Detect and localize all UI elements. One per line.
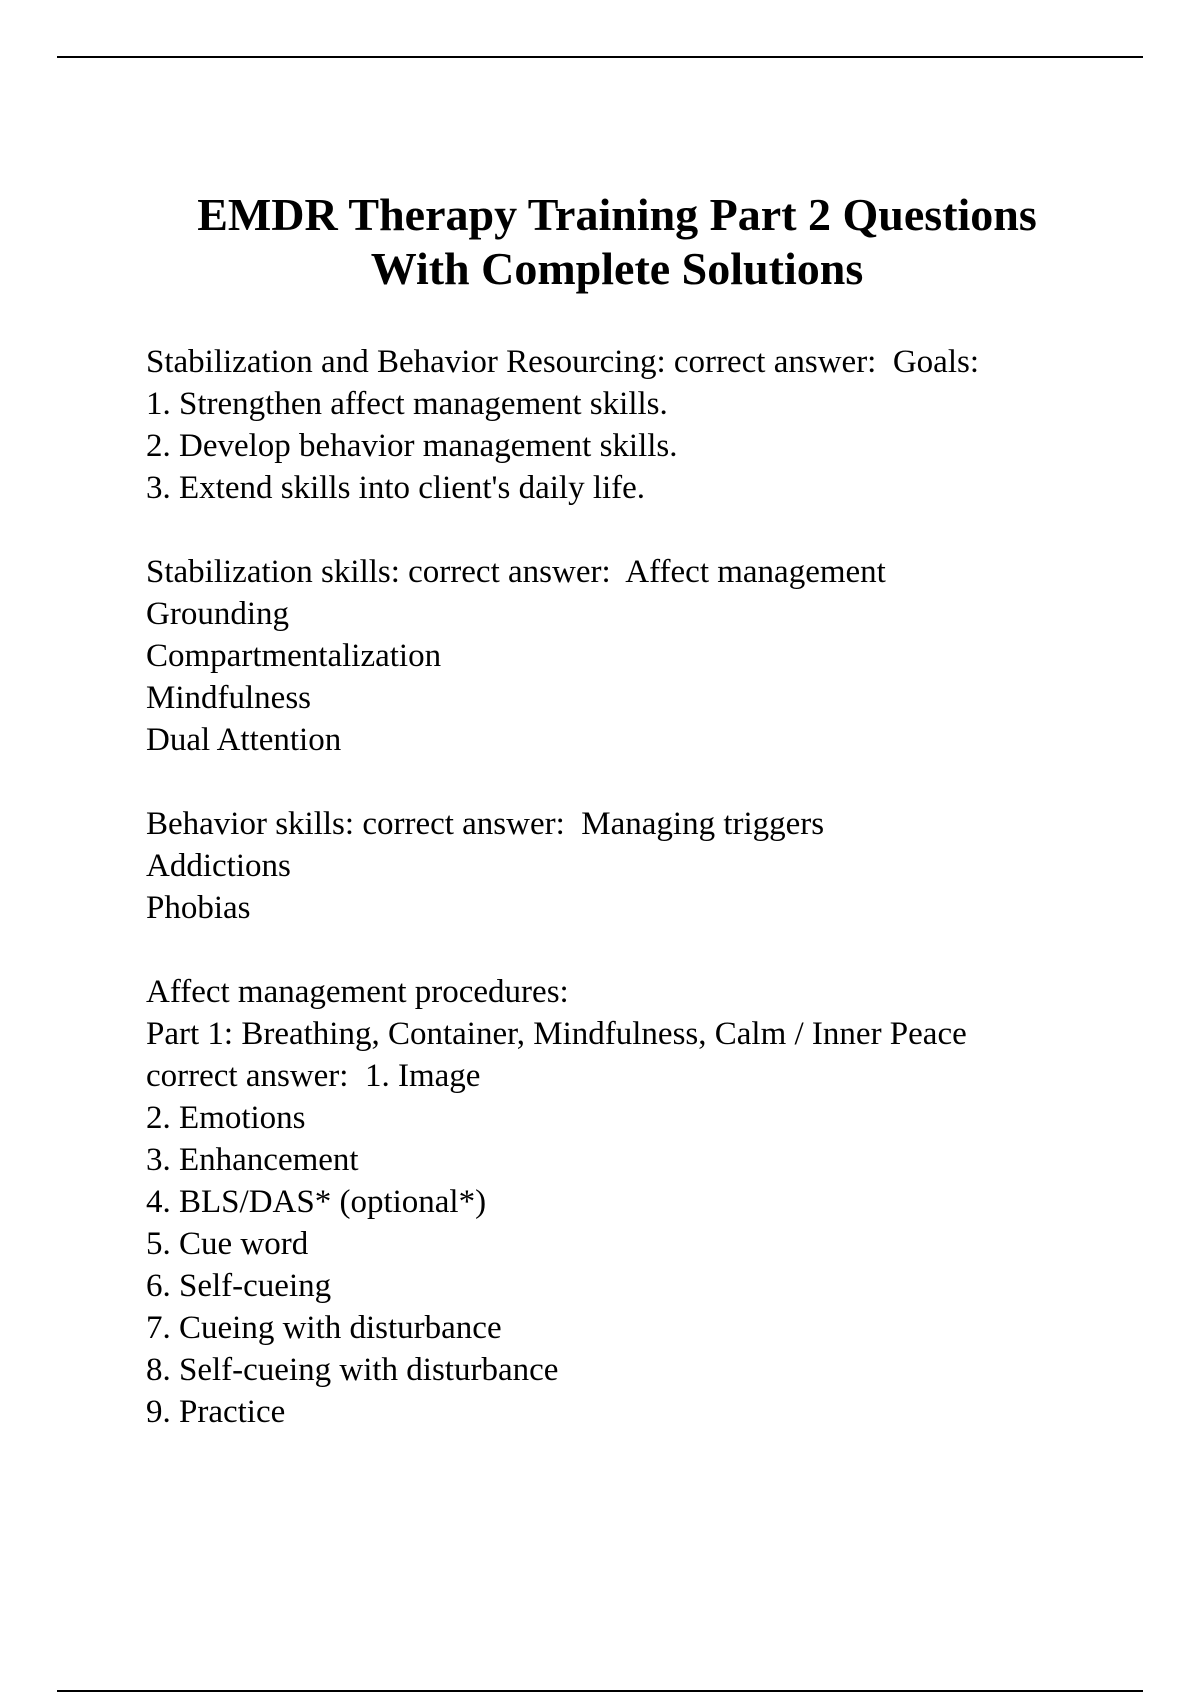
text-line: 2. Emotions [146,1100,306,1136]
qa-block-behavior-skills [146,803,1146,929]
document-body [146,341,1146,1475]
text-line: 3. Extend skills into client's daily life. [146,470,646,506]
text-line: correct answer: 1. Image [146,1058,481,1094]
text-line: Dual Attention [146,722,342,758]
text-line: Stabilization and Behavior Resourcing: correct answer: Goals: [146,344,980,380]
qa-block-affect-management-procedures [146,971,1146,1433]
top-rule [57,56,1143,58]
text-line: Compartmentalization [146,638,442,674]
text-line: 3. Enhancement [146,1142,359,1178]
qa-block-stabilization-skills [146,551,1146,761]
bottom-rule [57,1690,1143,1692]
title-line-1: EMDR Therapy Training Part 2 Questions [197,189,1037,240]
text-line: Affect management procedures: [146,974,569,1010]
text-line: Mindfulness [146,680,311,716]
document-title [0,188,1200,296]
text-line: 1. Strengthen affect management skills. [146,386,668,422]
text-line: 2. Develop behavior management skills. [146,428,678,464]
text-line: 8. Self-cueing with disturbance [146,1352,559,1388]
text-line: 6. Self-cueing [146,1268,332,1304]
text-line: 7. Cueing with disturbance [146,1310,502,1346]
text-line: 9. Practice [146,1394,286,1430]
text-line: Stabilization skills: correct answer: Affect management [146,554,886,590]
text-line: Behavior skills: correct answer: Managing triggers [146,806,825,842]
text-line: 4. BLS/DAS* (optional*) [146,1184,487,1220]
text-line: Addictions [146,848,291,884]
qa-block-stabilization-behavior-resourcing [146,341,1146,509]
text-line: Grounding [146,596,289,632]
title-line-2: With Complete Solutions [370,243,864,294]
text-line: Part 1: Breathing, Container, Mindfulness, Calm / Inner Peace [146,1016,967,1052]
text-line: Phobias [146,890,251,926]
text-line: 5. Cue word [146,1226,309,1262]
